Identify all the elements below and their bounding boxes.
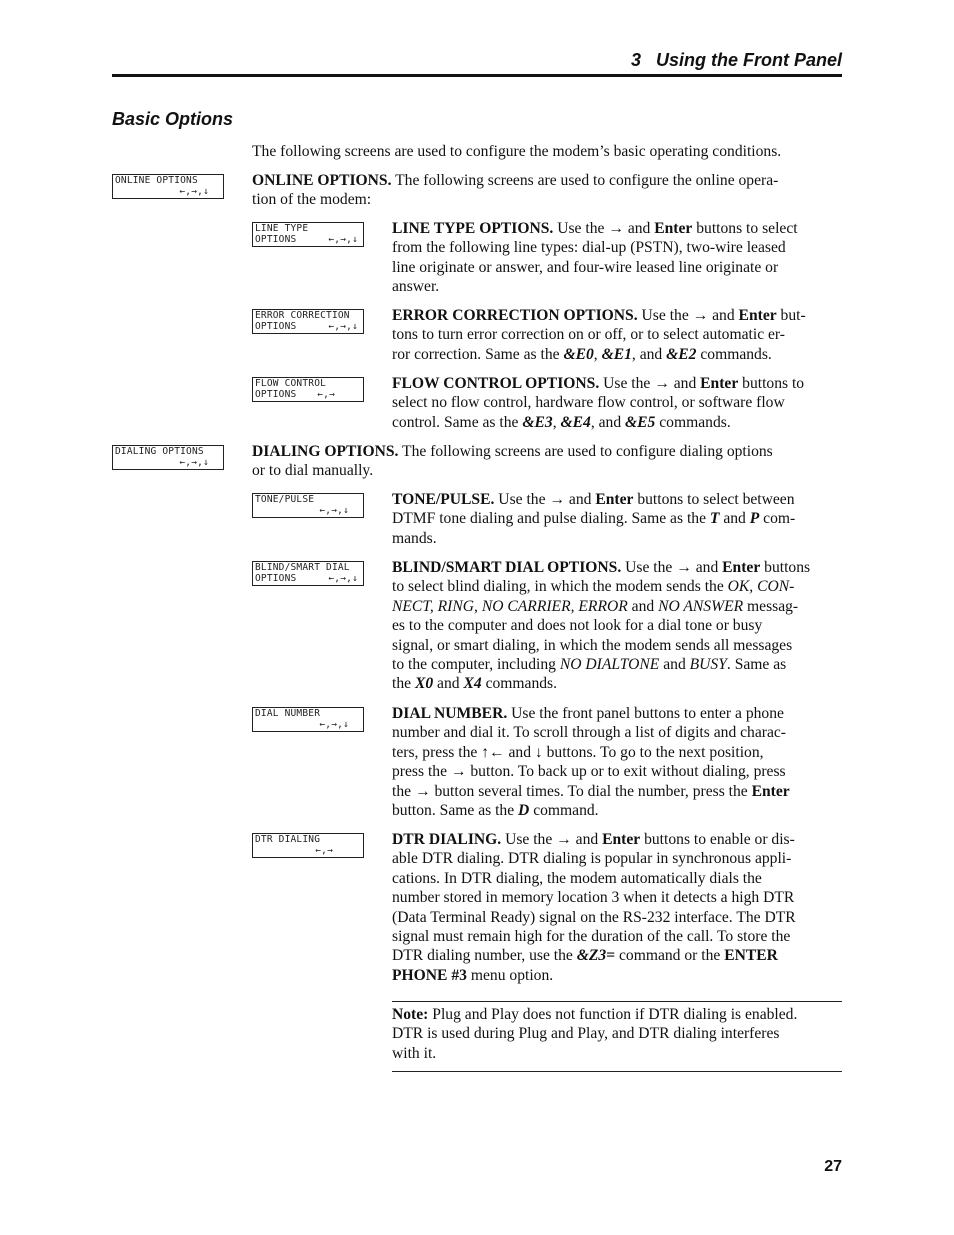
text: Use the → and [637,307,739,324]
command: &E4 [560,413,591,431]
chapter-title: 3 Using the Front Panel [630,50,842,70]
text: ror correction. Same as the [392,345,564,363]
text: Use the → and [599,375,701,392]
text: Use the → and [501,831,603,848]
text: commands. [481,675,558,693]
lcd-blind-smart-dial [252,561,364,586]
enter-key: Enter [602,831,641,848]
online-options-paragraph [252,171,844,210]
blind-smart-title: BLIND/SMART DIAL OPTIONS. [392,559,622,576]
command: X4 [463,675,482,693]
command: &E2 [666,345,697,363]
command: &E1 [601,345,632,363]
text: buttons to enable or dis- [640,831,795,848]
text: es to the computer and does not look for a dial tone or busy [392,617,763,635]
text: line originate or answer, and four-wire leased line originate or [392,258,779,276]
message-name: NO ANSWER [658,597,744,615]
text: buttons to select [692,220,798,237]
text: buttons [760,559,811,576]
text: . Same as [726,656,787,674]
text: , and [590,413,626,431]
text: Use the → and [494,491,596,508]
lcd-line2: OPTIONS [255,388,297,400]
enter-key: Enter [738,307,777,324]
text: cations. In DTR dialing, the modem automatically dials the [392,869,762,887]
lcd-line2: OPTIONS [255,572,297,584]
text: signal must remain high for the duration of the call. To store the [392,928,791,946]
text: com- [759,510,796,528]
page-header [112,48,842,77]
lcd-line1: FLOW CONTROL [255,378,327,389]
text: and [719,510,750,528]
lcd-error-correction [252,309,364,334]
text: tion of the modem: [252,191,372,209]
command: &E5 [625,413,656,431]
text: and [433,675,464,693]
message-name: OK, CON- [727,578,795,596]
command: &E3 [522,413,553,431]
message-name: NO DIALTONE [559,656,660,674]
enter-key: Enter [700,375,739,392]
lcd-line1: DIALING OPTIONS [115,446,204,457]
lcd-line1: ERROR CORRECTION [255,310,350,321]
lcd-line2: OPTIONS [255,320,297,332]
text: with it. [392,1044,437,1062]
text: and [659,656,690,674]
text: , [552,413,561,431]
enter-key: Enter [654,220,693,237]
command: &Z3= [576,947,616,965]
text: command or the [615,947,725,965]
lcd-line2: OPTIONS [255,233,297,245]
note-box [392,1001,842,1072]
flow-control-title: FLOW CONTROL OPTIONS. [392,375,600,392]
lcd-dial-number [252,707,364,732]
text: able DTR dialing. DTR dialing is popular in synchronous appli- [392,850,792,868]
line-type-title: LINE TYPE OPTIONS. [392,220,554,237]
lcd-dtr-dialing [252,833,364,858]
text: the → button several times. To dial the number, press the [392,782,752,800]
error-correction-paragraph [392,306,844,364]
enter-key: Enter [722,559,761,576]
text: commands. [696,345,772,363]
lcd-line2: ←,→,↓ [179,185,209,197]
text: The following screens are used to configure the online opera- [391,172,779,189]
lcd-line1: LINE TYPE [255,223,309,234]
lcd-online-options [112,174,224,199]
arrows-icon: ←,→ [317,389,335,400]
dtr-dialing-paragraph [392,830,844,985]
text: buttons to [738,375,805,392]
lcd-line2: ←,→ [315,844,333,856]
message-name: NECT, RING, NO CARRIER, ERROR [392,597,628,615]
text: tons to turn error correction on or off, or to select automatic er- [392,326,786,344]
text: mands. [392,529,437,547]
lcd-line1: DIAL NUMBER [255,708,321,719]
text: ← and ↓ buttons. To go to the next position, [489,743,764,761]
text: to the computer, including [392,656,560,674]
arrows-icon: ←,→,↓ [328,321,358,332]
text: press the → button. To back up or to exit without dialing, press [392,763,786,781]
section-title: Basic Options [112,109,234,129]
intro-paragraph: The following screens are used to configure the modem’s basic operating conditions. [252,143,782,160]
text: select no flow control, hardware flow control, or software flow [392,394,785,412]
text: Use the front panel buttons to enter a phone [507,705,784,722]
arrows-icon: ←,→,↓ [328,234,358,245]
text: messag- [743,597,799,615]
command: T [709,510,720,528]
text: DTR dialing number, use the [392,947,577,965]
text: (Data Terminal Ready) signal on the RS-232 interface. The DTR [392,908,796,926]
blind-smart-paragraph [392,558,847,694]
text: Use the → and [621,559,723,576]
text: Plug and Play does not function if DTR dialing is enabled. [428,1006,798,1023]
enter-key: Enter [751,782,790,800]
lcd-line1: DTR DIALING [255,834,321,845]
text: , [593,345,602,363]
flow-control-paragraph [392,374,844,432]
lcd-line1: BLIND/SMART DIAL [255,562,350,573]
command: X0 [414,675,434,693]
text: menu option. [466,966,554,984]
lcd-flow-control [252,377,364,402]
text: control. Same as the [392,413,523,431]
text: commands. [655,413,731,431]
tone-pulse-paragraph [392,490,844,548]
text: number stored in memory location 3 when it detects a high DTR [392,889,795,907]
text: The following screens are used to configure dialing options [398,443,773,460]
message-name: BUSY [689,656,727,674]
dialing-options-paragraph [252,442,844,481]
text: Use the → and [553,220,655,237]
lcd-line-type [252,222,364,247]
text: buttons to select between [633,491,795,508]
text: DTMF tone dialing and pulse dialing. Same as the [392,510,710,528]
enter-key: Enter [595,491,634,508]
text: but- [776,307,806,324]
text: number and dial it. To scroll through a list of digits and charac- [392,724,787,742]
lcd-line1: ONLINE OPTIONS [115,175,198,186]
tone-pulse-title: TONE/PULSE. [392,491,495,508]
text: and [627,597,659,615]
lcd-line2: ←,→,↓ [179,456,209,468]
command: &E0 [563,345,594,363]
lcd-line1: TONE/PULSE [255,494,315,505]
dtr-dialing-title: DTR DIALING. [392,831,502,848]
menu-name: PHONE #3 [392,966,467,984]
online-title: ONLINE OPTIONS. [252,172,392,189]
lcd-line2: ←,→,↓ [319,504,349,516]
text: button. Same as the [392,802,519,820]
error-correction-title: ERROR CORRECTION OPTIONS. [392,307,638,324]
text: or to dial manually. [252,462,374,480]
text: , and [631,345,667,363]
command: P [749,510,760,528]
lcd-dialing-options [112,445,224,470]
text: command. [529,802,599,820]
dialing-title: DIALING OPTIONS. [252,443,399,460]
text: DTR is used during Plug and Play, and DTR dialing interferes [392,1025,780,1043]
lcd-tone-pulse [252,493,364,518]
text: ters, press the ↑ [392,743,490,761]
text: signal, or smart dialing, in which the modem sends all messages [392,636,793,654]
lcd-line2: ←,→,↓ [319,718,349,730]
note-label: Note: [392,1006,429,1023]
menu-name: ENTER [724,947,778,965]
page-number: 27 [824,1158,842,1175]
arrows-icon: ←,→,↓ [328,573,358,584]
text: answer. [392,278,440,296]
text: to select blind dialing, in which the modem sends the [392,578,728,596]
text: the [392,675,415,693]
dial-number-paragraph [392,704,844,820]
line-type-paragraph [392,219,844,297]
text: from the following line types: dial-up (PSTN), two-wire leased [392,239,786,257]
dial-number-title: DIAL NUMBER. [392,705,508,722]
command: D [518,802,530,820]
